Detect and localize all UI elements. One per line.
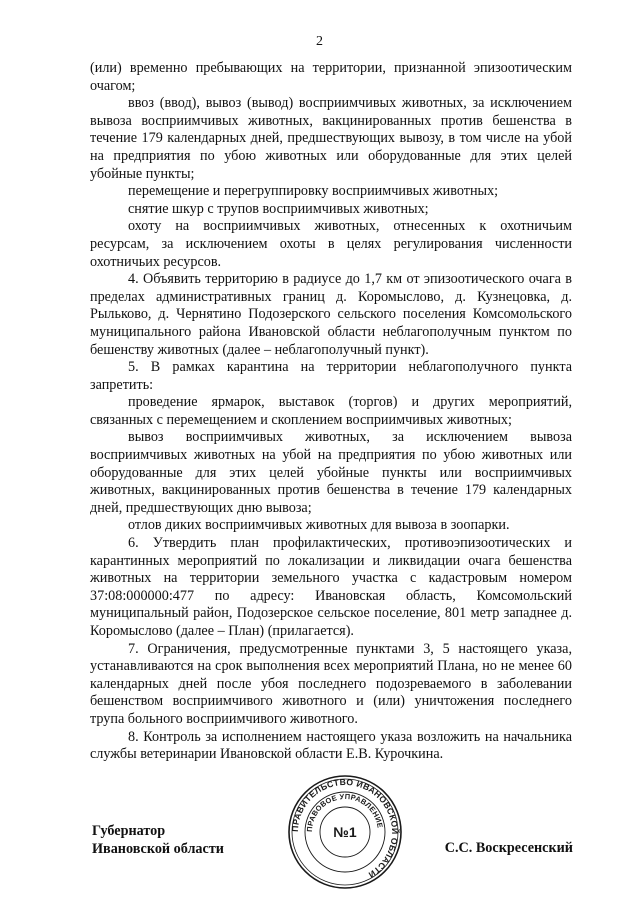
seal-graphic bbox=[287, 774, 403, 890]
signer-name: С.С. Воскресенский bbox=[444, 840, 573, 856]
official-seal bbox=[287, 774, 403, 890]
paragraph-item-5: 5. В рамках карантина на территории неблагополучного пункта запретить: bbox=[90, 359, 572, 393]
page-number: 2 bbox=[316, 34, 323, 49]
paragraph: ввоз (ввод), вывоз (вывод) восприимчивых животных, за исключением вывоза восприимчивых животных, вакцинированных против бешенства в течение 179 календарных дней, предшествующих вывозу, в том числе на убой на предприятия по убою животных или оборудованные для этих целей убойные пункты; bbox=[90, 95, 572, 182]
paragraph-item-7: 7. Ограничения, предусмотренные пунктами 3, 5 настоящего указа, устанавливаются на срок выполнения всех мероприятий Плана, но не менее 60 календарных дней после убоя последнего подозреваемого в заболевании бешенством восприимчивого животного и (или) уничтожения последнего трупа больного восприимчивого животного. bbox=[90, 640, 572, 727]
paragraph: отлов диких восприимчивых животных для вывоза в зоопарки. bbox=[128, 517, 510, 534]
paragraph: снятие шкур с трупов восприимчивых животных; bbox=[128, 200, 429, 217]
paragraph: перемещение и перегруппировку восприимчивых животных; bbox=[128, 183, 499, 200]
paragraph-item-4: 4. Объявить территорию в радиусе до 1,7 км от эпизоотического очага в пределах административных границ д. Коромыслово, д. Кузнецовка, д. Рыльково, д. Чернятино Подозерского сельского поселения Комсомольского муниципального района Ивановской области неблагополучным пунктом по бешенству животных (далее – неблагополучный пункт). bbox=[90, 271, 572, 358]
seal-center-text: №1 bbox=[333, 824, 357, 840]
document-body bbox=[90, 60, 572, 764]
paragraph: вывоз восприимчивых животных, за исключением вывоза восприимчивых животных на убой на предприятия по убою животных или оборудованные для этих целей убойные пункты или восприимчивых животных, вакцинированных против бешенства в течение 179 календарных дней, предшествующих дню вывоза; bbox=[90, 429, 572, 516]
signature-position bbox=[92, 822, 224, 858]
seal-inner-text: ПРАВОВОЕ УПРАВЛЕНИЕ bbox=[304, 791, 385, 833]
signature-title: Губернатор bbox=[92, 823, 166, 839]
paragraph-item-6: 6. Утвердить план профилактических, противоэпизоотических и карантинных мероприятий по локализации и ликвидации очага бешенства животных на территории земельного участка с кадастровым номером 37:08:000000:477 по адресу: Ивановская область, Комсомольский муниципальный район, Подозерское сельское поселение, 801 метр западнее д. Коромыслово (далее – План) (прилагается). bbox=[90, 535, 572, 639]
paragraph: охоту на восприимчивых животных, отнесенных к охотничьим ресурсам, за исключением охоты в целях регулирования численности охотничьих ресурсов. bbox=[90, 218, 572, 270]
signature-region: Ивановской области bbox=[92, 841, 224, 857]
paragraph-item-8: 8. Контроль за исполнением настоящего указа возложить на начальника службы ветеринарии Ивановской области Е.В. Курочкина. bbox=[90, 728, 572, 763]
paragraph: проведение ярмарок, выставок (торгов) и других мероприятий, связанных с перемещением и скоплением восприимчивых животных; bbox=[90, 394, 572, 428]
seal-outer-text: ПРАВИТЕЛЬСТВО ИВАНОВСКОЙ ОБЛАСТИ bbox=[289, 776, 401, 881]
paragraph: (или) временно пребывающих на территории, признанной эпизоотическим очагом; bbox=[90, 60, 572, 94]
